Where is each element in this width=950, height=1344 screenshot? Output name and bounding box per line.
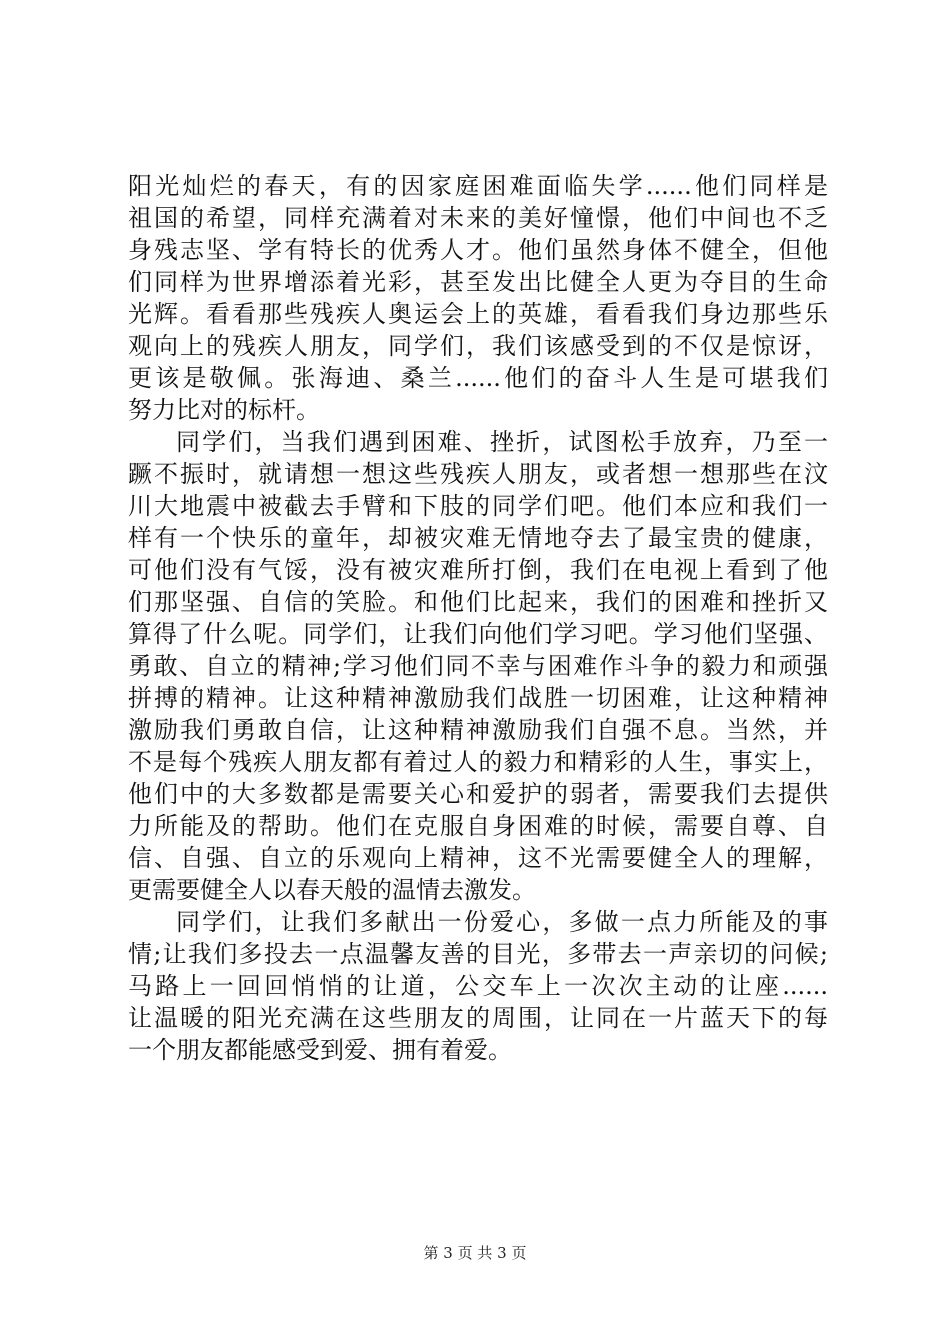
text-line: 更该是敬佩。张海迪、桑兰......他们的奋斗人生是可堪我们 — [128, 364, 828, 392]
text-line: 拼搏的精神。让这种精神激励我们战胜一切困难，让这种精神 — [128, 684, 828, 712]
text-line: 力所能及的帮助。他们在克服自身困难的时候，需要自尊、自 — [128, 812, 828, 840]
body-text — [128, 170, 828, 1066]
text-line: 他们中的大多数都是需要关心和爱护的弱者，需要我们去提供 — [128, 780, 828, 808]
text-line: 观向上的残疾人朋友，同学们，我们该感受到的不仅是惊讶， — [128, 332, 828, 360]
text-line: 光辉。看看那些残疾人奥运会上的英雄，看看我们身边那些乐 — [128, 300, 828, 328]
page-footer: 第 3 页 共 3 页 — [423, 1244, 527, 1262]
paragraph — [128, 426, 828, 906]
text-line: 样有一个快乐的童年，却被灾难无情地夺去了最宝贵的健康， — [128, 524, 828, 552]
text-line: 不是每个残疾人朋友都有着过人的毅力和精彩的人生，事实上， — [128, 748, 828, 776]
text-line: 同学们，当我们遇到困难、挫折，试图松手放弃，乃至一 — [176, 428, 828, 456]
text-line: 阳光灿烂的春天，有的因家庭困难面临失学......他们同样是 — [128, 172, 828, 200]
text-line: 马路上一回回悄悄的让道，公交车上一次次主动的让座...... — [128, 972, 828, 1000]
paragraph — [128, 906, 828, 1066]
text-line: 们那坚强、自信的笑脸。和他们比起来，我们的困难和挫折又 — [128, 588, 828, 616]
text-line: 信、自强、自立的乐观向上精神，这不光需要健全人的理解， — [128, 844, 828, 872]
text-line: 川大地震中被截去手臂和下肢的同学们吧。他们本应和我们一 — [128, 492, 828, 520]
text-line: 蹶不振时，就请想一想这些残疾人朋友，或者想一想那些在汶 — [128, 460, 828, 488]
text-line: 祖国的希望，同样充满着对未来的美好憧憬，他们中间也不乏 — [128, 204, 828, 232]
text-line: 激励我们勇敢自信，让这种精神激励我们自强不息。当然，并 — [128, 716, 828, 744]
text-line: 让温暖的阳光充满在这些朋友的周围，让同在一片蓝天下的每 — [128, 1004, 828, 1032]
text-line: 更需要健全人以春天般的温情去激发。 — [128, 876, 536, 904]
text-line: 身残志坚、学有特长的优秀人才。他们虽然身体不健全，但他 — [128, 236, 828, 264]
text-line: 情;让我们多投去一点温馨友善的目光，多带去一声亲切的问候; — [128, 940, 828, 968]
text-line: 努力比对的标杆。 — [128, 396, 320, 424]
text-line: 同学们，让我们多献出一份爱心，多做一点力所能及的事 — [176, 908, 828, 936]
text-line: 们同样为世界增添着光彩，甚至发出比健全人更为夺目的生命 — [128, 268, 828, 296]
text-line: 算得了什么呢。同学们，让我们向他们学习吧。学习他们坚强、 — [128, 620, 828, 648]
text-line: 一个朋友都能感受到爱、拥有着爱。 — [128, 1036, 512, 1064]
paragraph — [128, 170, 828, 426]
text-line: 勇敢、自立的精神;学习他们同不幸与困难作斗争的毅力和顽强 — [128, 652, 828, 680]
text-line: 可他们没有气馁，没有被灾难所打倒，我们在电视上看到了他 — [128, 556, 828, 584]
